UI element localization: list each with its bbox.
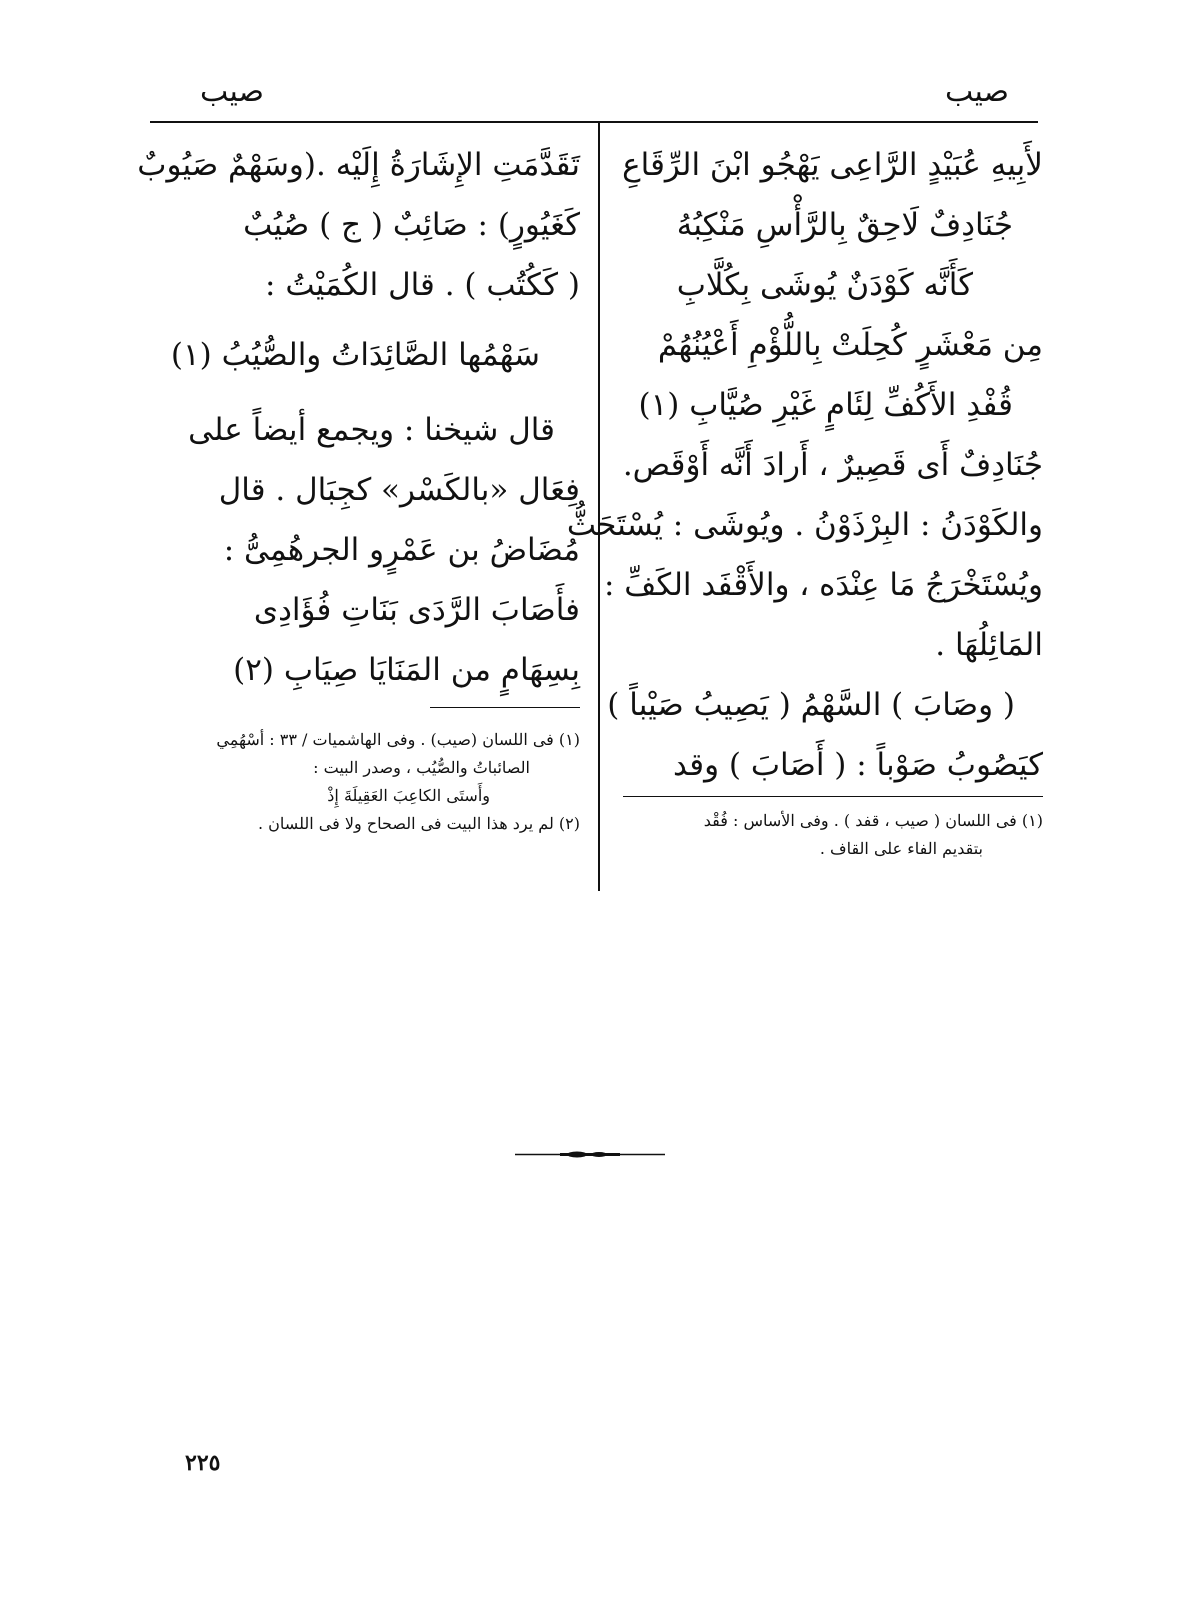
text-line: المَائِلُهَا . xyxy=(935,627,1043,663)
text-line: ( كَكُتُب ) . قال الكُمَيْتُ : xyxy=(265,267,580,303)
footnote-line: (٢) لم يرد هذا البيت فى الصحاح ولا فى اللسان . xyxy=(258,814,580,833)
text-line: ( وصَابَ ) السَّهْمُ ( يَصِيبُ صَيْباً ) xyxy=(607,687,1015,723)
text-line: مُضَاضُ بن عَمْرٍو الجرهُمِىُّ : xyxy=(223,532,580,568)
verse-line: بِسِهَامٍ من المَنَايَا صِيَابِ (٢) xyxy=(233,652,580,688)
text-line: كيَصُوبُ صَوْباً : ( أَصَابَ ) وقد xyxy=(673,747,1043,783)
footnote-rule xyxy=(623,796,1043,797)
text-line: ويُسْتَخْرَجُ مَا عِنْدَه ، والأَقْفَد الكَفِّ : xyxy=(603,567,1043,603)
verse-line: مِن مَعْشَرٍ كُحِلَتْ بِاللُّؤْمِ أَعْيُنُهُمْ xyxy=(657,327,1043,363)
footnote-line: بتقديم الفاء على القاف . xyxy=(819,839,983,858)
text-line: لأَبِيهِ عُبَيْدٍ الرَّاعِى يَهْجُو ابْنَ الرِّقَاعِ xyxy=(622,147,1043,183)
page-number: ٢٢٥ xyxy=(185,1450,221,1476)
text-line: كَغَيُورٍ) : صَائِبٌ ( ج ) صُيُبٌ xyxy=(243,207,580,243)
footnote-line: وأَستَى الكاعِبَ العَقِيلَةَ إِذْ xyxy=(327,786,490,805)
text-line: تَقَدَّمَتِ الإِشَارَةُ إِلَيْه .(وسَهْمٌ صَيُوبٌ xyxy=(137,147,580,183)
verse-line: جُنَادِفٌ لَاحِقٌ بِالرَّأْسِ مَنْكِبُهُ xyxy=(676,207,1013,243)
text-line: قال شيخنا : ويجمع أيضاً على xyxy=(188,412,555,448)
running-head-right: صيب xyxy=(945,74,1009,109)
text-line: والكَوْدَنُ : البِرْذَوْنُ . ويُوشَى : يُسْتَحَثُّ xyxy=(566,507,1043,543)
verse-line: فأَصَابَ الرَّدَى بَنَاتِ فُؤَادِى xyxy=(253,592,580,628)
header-rule xyxy=(150,121,1038,123)
verse-line: كَأَنَّه كَوْدَنٌ يُوشَى بِكُلَّابِ xyxy=(676,267,973,303)
running-head-left: صيب xyxy=(200,74,264,109)
footnote-line: الصائباتُ والصُّيُب ، وصدر البيت : xyxy=(313,758,530,777)
footnote-rule xyxy=(430,707,580,708)
text-line: فِعَال «بالكَسْر» كجِبَال . قال xyxy=(218,472,580,508)
right-column xyxy=(566,138,1043,863)
left-column xyxy=(135,138,580,838)
footnote-line: (١) فى اللسان ( صيب ، قفد ) . وفى الأساس : فُقْد xyxy=(703,811,1043,830)
section-end-ornament xyxy=(515,1150,665,1159)
text-line: جُنَادِفٌ أَى قَصِيرٌ ، أَرادَ أَنَّه أَوْقَص. xyxy=(622,447,1043,483)
verse-line: قُفْدِ الأَكُفِّ لِئَامٍ غَيْرِ صُيَّابِ (١) xyxy=(638,387,1013,423)
verse-line: سَهْمُها الصَّائِدَاتُ والصُّيُبُ (١) xyxy=(170,337,540,373)
footnote-line: (١) فى اللسان (صيب) . وفى الهاشميات / ٣٣ : أسْهُمِي xyxy=(216,730,580,749)
